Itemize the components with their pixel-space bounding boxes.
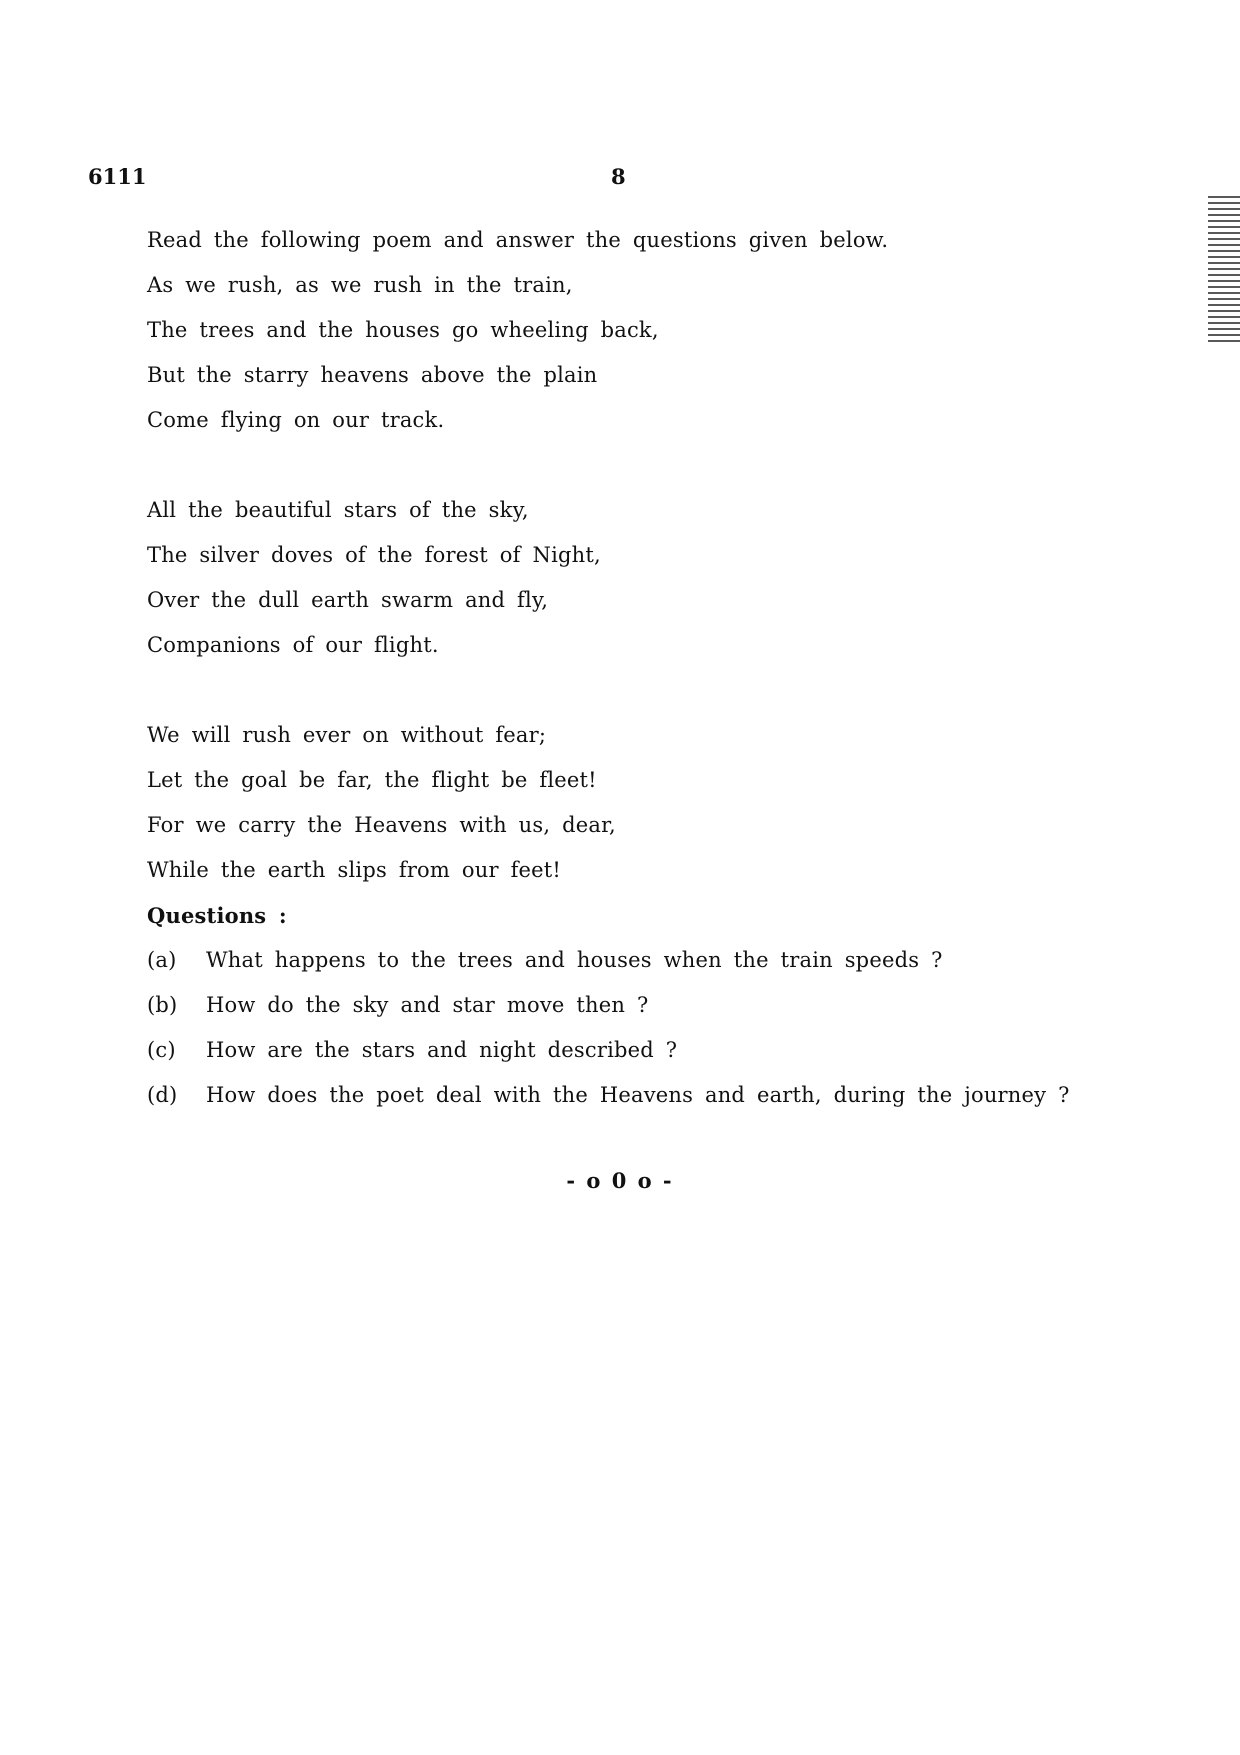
poem-line: Companions of our flight. (147, 633, 439, 657)
question-body (147, 218, 1147, 1118)
poem-stanza-3 (147, 713, 1147, 893)
question-marker: (b) (147, 993, 178, 1017)
question-item-a (147, 938, 1147, 983)
question-text: How do the sky and star move then ? (206, 993, 649, 1017)
poem-line: Let the goal be far, the flight be fleet! (147, 768, 597, 792)
poem-stanza-1 (147, 263, 1147, 443)
page-number: 8 (611, 164, 626, 189)
questions-heading: Questions : (147, 903, 287, 928)
stanza-gap (147, 443, 1147, 488)
question-item-d (147, 1073, 1147, 1118)
poem-line: For we carry the Heavens with us, dear, (147, 813, 616, 837)
poem-line: Come flying on our track. (147, 408, 445, 432)
question-text: How does the poet deal with the Heavens and earth, during the journey ? (206, 1083, 1070, 1107)
poem-line: The trees and the houses go wheeling back, (147, 318, 659, 342)
question-item-b (147, 983, 1147, 1028)
poem-line: As we rush, as we rush in the train, (147, 273, 573, 297)
question-marker: (d) (147, 1083, 178, 1107)
question-marker: (c) (147, 1038, 176, 1062)
barcode-icon (1208, 196, 1240, 342)
poem-line: But the starry heavens above the plain (147, 363, 598, 387)
poem-line: Over the dull earth swarm and fly, (147, 588, 549, 612)
poem-stanza-2 (147, 488, 1147, 668)
question-marker: (a) (147, 948, 177, 972)
poem-line: While the earth slips from our feet! (147, 858, 562, 882)
question-item-c (147, 1028, 1147, 1073)
instruction-text: Read the following poem and answer the questions given below. (147, 228, 889, 252)
question-text: What happens to the trees and houses when the train speeds ? (206, 948, 943, 972)
document-code: 6111 (88, 164, 147, 189)
question-text: How are the stars and night described ? (206, 1038, 678, 1062)
poem-line: All the beautiful stars of the sky, (147, 498, 529, 522)
poem-line: The silver doves of the forest of Night, (147, 543, 601, 567)
stanza-gap (147, 668, 1147, 713)
poem-line: We will rush ever on without fear; (147, 723, 547, 747)
end-of-paper-mark: - o 0 o - (566, 1168, 674, 1193)
